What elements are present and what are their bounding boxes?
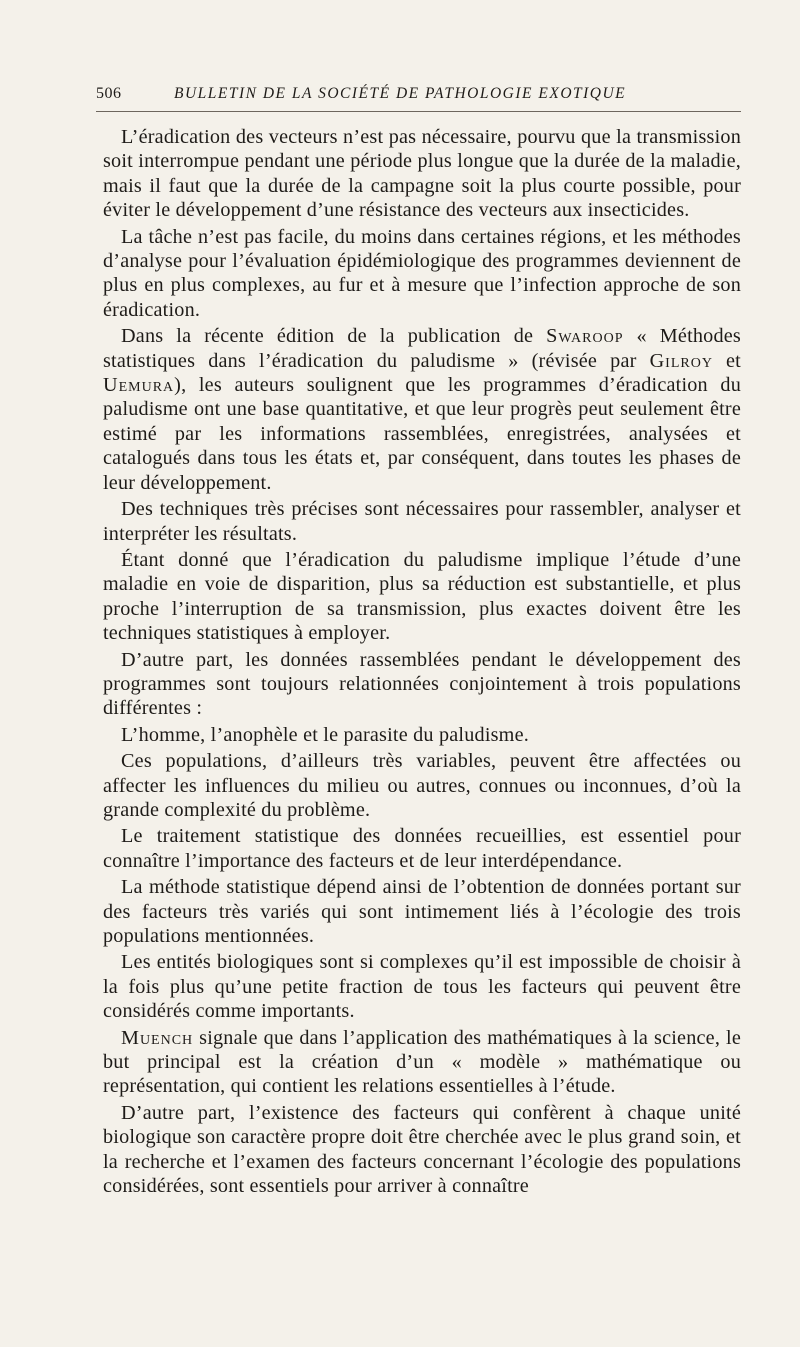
paragraph: L’éradication des vecteurs n’est pas nécessaire, pourvu que la transmission soit interrompue pendant une période plus longue que la durée de la maladie, mais il faut que la durée de la campagne soit la plus courte possible, pour éviter le développement d’une résistance des vecteurs aux insecticides.	[103, 126, 741, 222]
author-name: Swaroop	[546, 325, 624, 348]
paragraph: D’autre part, l’existence des facteurs qui confèrent à chaque unité biologique son caractère propre doit être cherchée avec le plus grand soin, et la recherche et l’examen des facteurs concernant l’écologie des populations considérées, sont essentiels pour arriver à connaître	[103, 1101, 741, 1198]
paragraph: Les entités biologiques sont si complexes qu’il est impossible de choisir à la fois plus qu’une petite fraction de tous les facteurs qui peuvent être considérés comme importants.	[103, 951, 741, 1023]
page-header	[96, 82, 741, 112]
paragraph: Le traitement statistique des données recueillies, est essentiel pour connaître l’importance des facteurs et de leur interdépendance.	[103, 825, 741, 872]
body-text	[103, 125, 741, 1200]
paragraph: L’homme, l’anophèle et le parasite du paludisme.	[121, 723, 529, 746]
text-run: Dans la récente édition de la publication de	[121, 325, 547, 348]
header-rule	[96, 111, 741, 112]
text-run: ), les auteurs soulignent que les programmes d’éradication du paludisme ont une base quantitative, et que leur progrès peut seulement être estimé par les informations rassemblées, enregistrées, analysées et catalogués dans tous les états et, par conséquent, dans toutes les phases de leur développement.	[103, 374, 741, 494]
text-run: et	[712, 349, 741, 372]
running-title: BULLETIN DE LA SOCIÉTÉ DE PATHOLOGIE EXOTIQUE	[174, 85, 627, 102]
author-name: Muench	[121, 1026, 194, 1049]
paragraph: Ces populations, d’ailleurs très variables, peuvent être affectées ou affecter les influences du milieu ou autres, connues ou inconnues, d’où la grande complexité du problème.	[103, 750, 741, 821]
paragraph	[103, 1026, 741, 1099]
author-name: Uemura	[103, 374, 175, 397]
page-number: 506	[96, 85, 122, 102]
paragraph: Étant donné que l’éradication du paludisme implique l’étude d’une maladie en voie de disparition, plus sa réduction est substantielle, et plus proche l’interruption de sa transmission, plus exactes doivent être les techniques statistiques à employer.	[103, 548, 741, 645]
paragraph: D’autre part, les données rassemblées pendant le développement des programmes sont toujours relationnées conjointement à trois populations différentes :	[103, 648, 741, 720]
paragraph	[103, 324, 741, 495]
paragraph: Des techniques très précises sont nécessaires pour rassembler, analyser et interpréter les résultats.	[103, 498, 741, 545]
text-run: signale que dans l’application des mathématiques à la science, le but principal est la création d’un « modèle » mathématique ou représentation, qui contient les relations essentielles à l’étude.	[103, 1026, 741, 1098]
paragraph: La tâche n’est pas facile, du moins dans certaines régions, et les méthodes d’analyse pour l’évaluation épidémiologique des programmes deviennent de plus en plus complexes, au fur et à mesure que l’infection approche de son éradication.	[103, 225, 741, 321]
text-run: « Méthodes statistiques dans l’éradication du paludisme » (révisée par	[103, 325, 741, 372]
paragraph: La méthode statistique dépend ainsi de l’obtention de données portant sur des facteurs très variés qui sont intimement liés à l’écologie des trois populations mentionnées.	[103, 876, 741, 947]
author-name: Gilroy	[649, 349, 713, 372]
